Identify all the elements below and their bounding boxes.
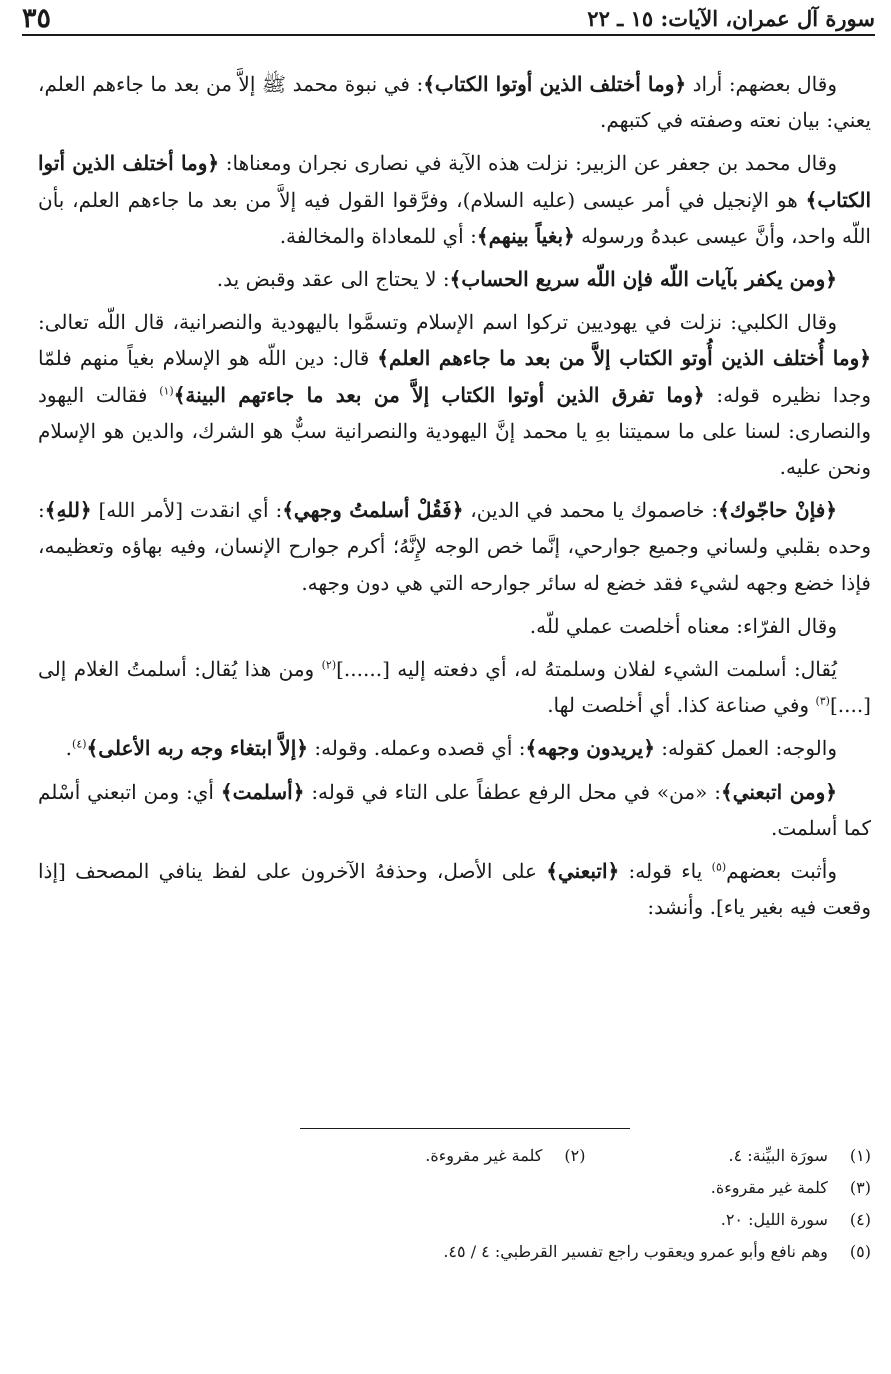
footnote-text: وهم نافع وأبو عمرو ويعقوب راجع تفسير القرطبي: ٤ / ٤٥.	[443, 1242, 828, 1261]
footnote-number: (٣)	[849, 1178, 871, 1197]
footnote-separator	[300, 1128, 630, 1129]
text-run: ومن هذا يُقال: أسلمتُ الغلام إلى [....]	[38, 657, 871, 718]
footnote-4	[721, 1204, 871, 1236]
footnote-1	[586, 1140, 872, 1172]
footnote-row	[300, 1236, 871, 1268]
footnote-number: (٤)	[849, 1210, 871, 1229]
page-number: ٣٥	[22, 3, 52, 34]
paragraph-1	[38, 66, 871, 138]
quran-quote: ﴿بغياً بينهم﴾	[476, 223, 575, 248]
text-run: : لا يحتاج الى عقد وقبض يد.	[216, 267, 450, 292]
text-run: وقال الفرّاء: معناه أخلصت عملي للّه.	[529, 613, 837, 638]
text-run: وقال محمد بن جعفر عن الزبير: نزلت هذه الآية في نصارى نجران ومعناها:	[219, 151, 837, 176]
text-run: وقال الكلبي: نزلت في يهوديين تركوا اسم الإسلام وتسمَّوا باليهودية والنصرانية، قال اللّه تعالى:	[38, 310, 837, 335]
paragraph-6	[38, 608, 871, 644]
page-header	[22, 2, 875, 36]
text-run: وأثبت بعضهم	[726, 859, 837, 884]
footnote-text: سورَة البيِّنة: ٤.	[728, 1146, 828, 1165]
paragraph-10	[38, 853, 871, 925]
footnote-marker: (٤)	[72, 737, 87, 751]
footnote-number: (٥)	[849, 1242, 871, 1261]
footnote-marker: (٣)	[815, 694, 830, 708]
paragraph-8	[38, 730, 871, 766]
footnote-marker: (١)	[159, 383, 174, 397]
text-run: : وحده بقلبي ولساني وجميع جوارحي، إنَّما خص الوجه لإِنَّهُ؛ أكرم جوارح الإنسان، وفيه بهاؤه وتعظيمه، فإذا خضع وجهه لشيء فقد خضع له سائر جوارحه التي هي دون وجهه.	[38, 498, 871, 595]
running-title: سورة آل عمران، الآيات: ١٥ ـ ٢٢	[587, 6, 875, 31]
footnote-marker: (٢)	[321, 658, 337, 672]
text-run: : أي انقدت [لأمر الله]	[91, 498, 283, 523]
text-run: قال: دين اللّه هو الإسلام بغياً منهم فلمّا وجدا نظيره قوله:	[38, 346, 871, 407]
footnote-3	[711, 1172, 871, 1204]
paragraph-9	[38, 774, 871, 846]
text-run: هو الإنجيل في أمر عيسى (عليه السلام)، وفرَّقوا القول فيه إلاَّ من بعد ما جاءهم العلم، بأن اللّه واحد، وأنَّ عيسى عبدهُ ورسوله	[38, 187, 871, 248]
quran-quote: ﴿فإنْ حاجّوك﴾	[718, 498, 838, 523]
quran-quote: ﴿فَقُلْ أسلمتُ وجهي﴾	[282, 498, 464, 523]
footnote-row	[300, 1140, 871, 1172]
text-run: : أي قصده وعمله. وقوله:	[307, 736, 526, 761]
footnote-row	[300, 1204, 871, 1236]
footnote-text: كلمة غير مقروءة.	[425, 1146, 543, 1165]
text-run: : خاصموك يا محمد في الدين،	[463, 498, 719, 523]
quran-quote: ﴿اتبعني﴾	[546, 859, 620, 884]
paragraph-3	[38, 261, 871, 297]
text-run: والوجه: العمل كقوله:	[654, 736, 837, 761]
quran-quote: ﴿وما أُختلف الذين أُوتو الكتاب إلاَّ من بعد ما جاءهم العلم﴾	[377, 346, 871, 371]
paragraph-5	[38, 492, 871, 601]
text-run: على الأصل، وحذفهُ الآخرون على لفظ ينافي المصحف [إذا وقعت فيه بغير ياء]. وأنشد:	[38, 859, 871, 920]
text-run: وفي صناعة كذا. أي أخلصت لها.	[547, 693, 816, 718]
text-run: .	[65, 736, 73, 761]
paragraph-7	[38, 651, 871, 723]
footnote-text: سورة الليل: ٢٠.	[720, 1210, 828, 1229]
footnote-row	[300, 1172, 871, 1204]
quran-quote: ﴿ومن اتبعني﴾	[720, 779, 838, 804]
footnote-number: (٢)	[564, 1146, 586, 1165]
quran-quote: ﴿يريدون وجهه﴾	[525, 736, 655, 761]
footnote-2	[300, 1140, 586, 1172]
text-run: فقالت اليهود والنصارى: لسنا على ما سميتنا بهِ يا محمد إنَّ اليهودية والنصرانية سبٌّ هو الشرك، والدين هو الإسلام ونحن عليه.	[38, 382, 871, 480]
footnote-marker: (٥)	[711, 860, 727, 874]
text-run: ياء قوله:	[619, 859, 712, 884]
text-run: : «من» في محل الرفع عطفاً على التاء في قوله:	[304, 779, 721, 804]
text-run: : في نبوة محمد ﷺ إلاَّ من بعد ما جاءهم العلم، يعني: بيان نعته وصفته في كتبهم.	[38, 72, 871, 133]
quran-quote: ﴿ومن يكفر بآيات اللّه فإن اللّه سريع الحساب﴾	[449, 267, 837, 292]
paragraph-4	[38, 304, 871, 485]
text-run: أي: ومن اتبعني أسْلم كما أسلمت.	[38, 779, 871, 840]
text-run: : أي للمعاداة والمخالفة.	[279, 223, 477, 248]
footnote-number: (١)	[849, 1146, 871, 1165]
footnote-text: كلمة غير مقروءة.	[710, 1178, 828, 1197]
quran-quote: ﴿وما أختلف الذين أتوا الكتاب﴾	[38, 151, 871, 212]
quran-quote: ﴿إلاَّ ابتغاء وجه ربه الأعلى﴾	[86, 736, 308, 761]
text-run: يُقال: أسلمت الشيء لفلان وسلمتهُ له، أي دفعته إليه [......]	[336, 657, 838, 682]
text-run: وقال بعضهم: أراد	[686, 72, 837, 96]
main-text	[38, 66, 871, 932]
quran-quote: ﴿أسلمت﴾	[220, 779, 305, 804]
quran-quote: ﴿للهِ﴾	[44, 498, 92, 523]
quran-quote: ﴿وما أختلف الذين أوتوا الكتاب﴾	[423, 72, 687, 96]
quran-quote: ﴿وما تفرق الذين أوتوا الكتاب إلاَّ من بعد ما جاءتهم البينة﴾	[173, 382, 705, 407]
paragraph-2	[38, 145, 871, 254]
footnote-5	[443, 1236, 871, 1268]
